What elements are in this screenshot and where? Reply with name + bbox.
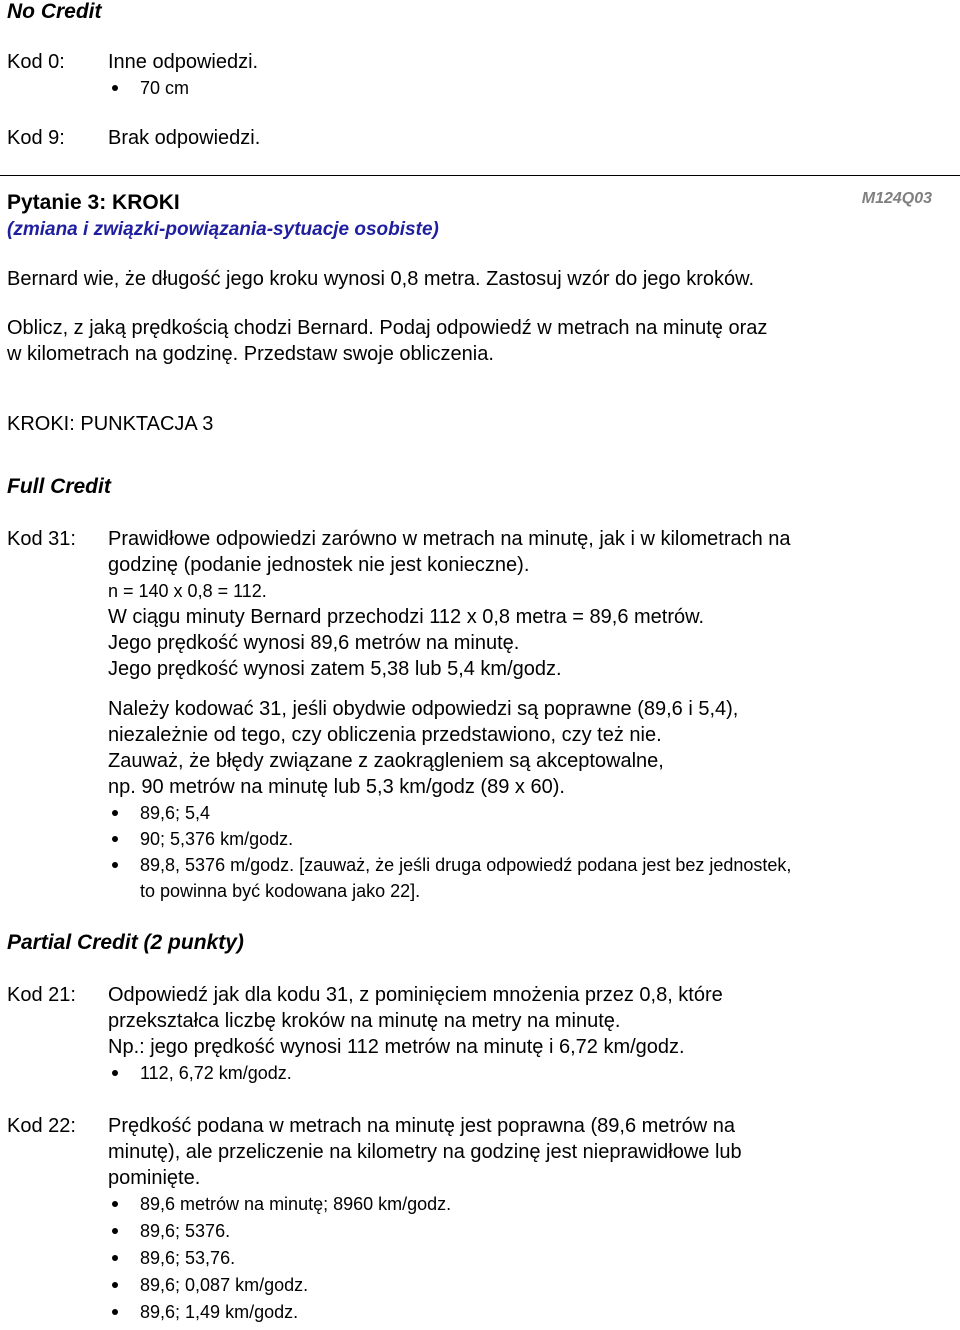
list-item: 70 cm <box>108 75 938 101</box>
kod21-bullets <box>108 1060 938 1086</box>
section-divider <box>0 175 960 176</box>
kod0-body <box>108 49 938 101</box>
list-item: 89,6 metrów na minutę; 8960 km/godz. <box>108 1191 938 1217</box>
kod31-calc4: Jego prędkość wynosi zatem 5,38 lub 5,4 km/godz. <box>108 658 562 680</box>
kod0-label: Kod 0: <box>7 51 65 73</box>
question-para2-line1: Oblicz, z jaką prędkością chodzi Bernard. Podaj odpowiedź w metrach na minutę oraz <box>7 317 768 339</box>
question-para2 <box>7 315 947 367</box>
question-subtitle: (zmiana i związki-powiązania-sytuacje osobiste) <box>7 219 439 240</box>
list-item: 90; 5,376 km/godz. <box>108 826 938 852</box>
no-credit-heading: No Credit <box>7 0 102 23</box>
list-item: 89,6; 5376. <box>108 1218 938 1244</box>
kod0-text: Inne odpowiedzi. <box>108 51 259 73</box>
kod22-line2: minutę), ale przeliczenie na kilometry na godzinę jest nieprawidłowe lub <box>108 1141 742 1163</box>
kod31-body <box>108 526 938 904</box>
kod31-calc3: Jego prędkość wynosi 89,6 metrów na minutę. <box>108 632 520 654</box>
list-item: 89,6; 5,4 <box>108 800 938 826</box>
kod21-line1: Odpowiedź jak dla kodu 31, z pominięciem mnożenia przez 0,8, które <box>108 984 723 1006</box>
kod31-note2: niezależnie od tego, czy obliczenia przedstawiono, czy też nie. <box>108 724 662 746</box>
kod22-label: Kod 22: <box>7 1115 76 1137</box>
kod21-label: Kod 21: <box>7 984 76 1006</box>
kod31-calc2: W ciągu minuty Bernard przechodzi 112 x 0,8 metra = 89,6 metrów. <box>108 606 705 628</box>
full-credit-heading: Full Credit <box>7 475 111 498</box>
kod31-line2: godzinę (podanie jednostek nie jest konieczne). <box>108 554 530 576</box>
kod21-body <box>108 982 938 1086</box>
kod21-line2: przekształca liczbę kroków na minutę na metry na minutę. <box>108 1010 621 1032</box>
list-item-line2: to powinna być kodowana jako 22]. <box>140 881 421 901</box>
kod22-line1: Prędkość podana w metrach na minutę jest poprawna (89,6 metrów na <box>108 1115 736 1137</box>
question-para2-line2: w kilometrach na godzinę. Przedstaw swoje obliczenia. <box>7 343 494 365</box>
list-item-line1: 89,8, 5376 m/godz. [zauważ, że jeśli druga odpowiedź podana jest bez jednostek, <box>140 855 792 875</box>
question-title: Pytanie 3: KROKI <box>7 191 180 214</box>
list-item: 89,6; 53,76. <box>108 1245 938 1271</box>
kod31-calc1: n = 140 x 0,8 = 112. <box>108 581 267 601</box>
kod31-bullets <box>108 800 938 904</box>
question-id: M124Q03 <box>861 190 932 207</box>
kod31-note3: Zauważ, że błędy związane z zaokrągleniem są akceptowalne, <box>108 750 664 772</box>
kod0-bullets <box>108 75 938 101</box>
list-item <box>108 852 938 904</box>
scoring-heading: KROKI: PUNKTACJA 3 <box>7 413 214 435</box>
kod22-bullets <box>108 1191 938 1325</box>
list-item: 89,6; 0,087 km/godz. <box>108 1272 938 1298</box>
kod31-note4: np. 90 metrów na minutę lub 5,3 km/godz (89 x 60). <box>108 776 565 798</box>
list-item: 89,6; 1,49 km/godz. <box>108 1299 938 1325</box>
question-para1: Bernard wie, że długość jego kroku wynosi 0,8 metra. Zastosuj wzór do jego kroków. <box>7 268 755 290</box>
list-item: 112, 6,72 km/godz. <box>108 1060 938 1086</box>
kod9-label: Kod 9: <box>7 127 65 149</box>
kod21-line3: Np.: jego prędkość wynosi 112 metrów na minutę i 6,72 km/godz. <box>108 1036 685 1058</box>
kod31-line1: Prawidłowe odpowiedzi zarówno w metrach na minutę, jak i w kilometrach na <box>108 528 791 550</box>
kod22-line3: pominięte. <box>108 1167 201 1189</box>
kod9-text: Brak odpowiedzi. <box>108 127 261 149</box>
kod31-label: Kod 31: <box>7 528 76 550</box>
partial-credit-heading: Partial Credit (2 punkty) <box>7 931 244 954</box>
kod22-body <box>108 1113 938 1325</box>
kod31-note1: Należy kodować 31, jeśli obydwie odpowiedzi są poprawne (89,6 i 5,4), <box>108 698 739 720</box>
